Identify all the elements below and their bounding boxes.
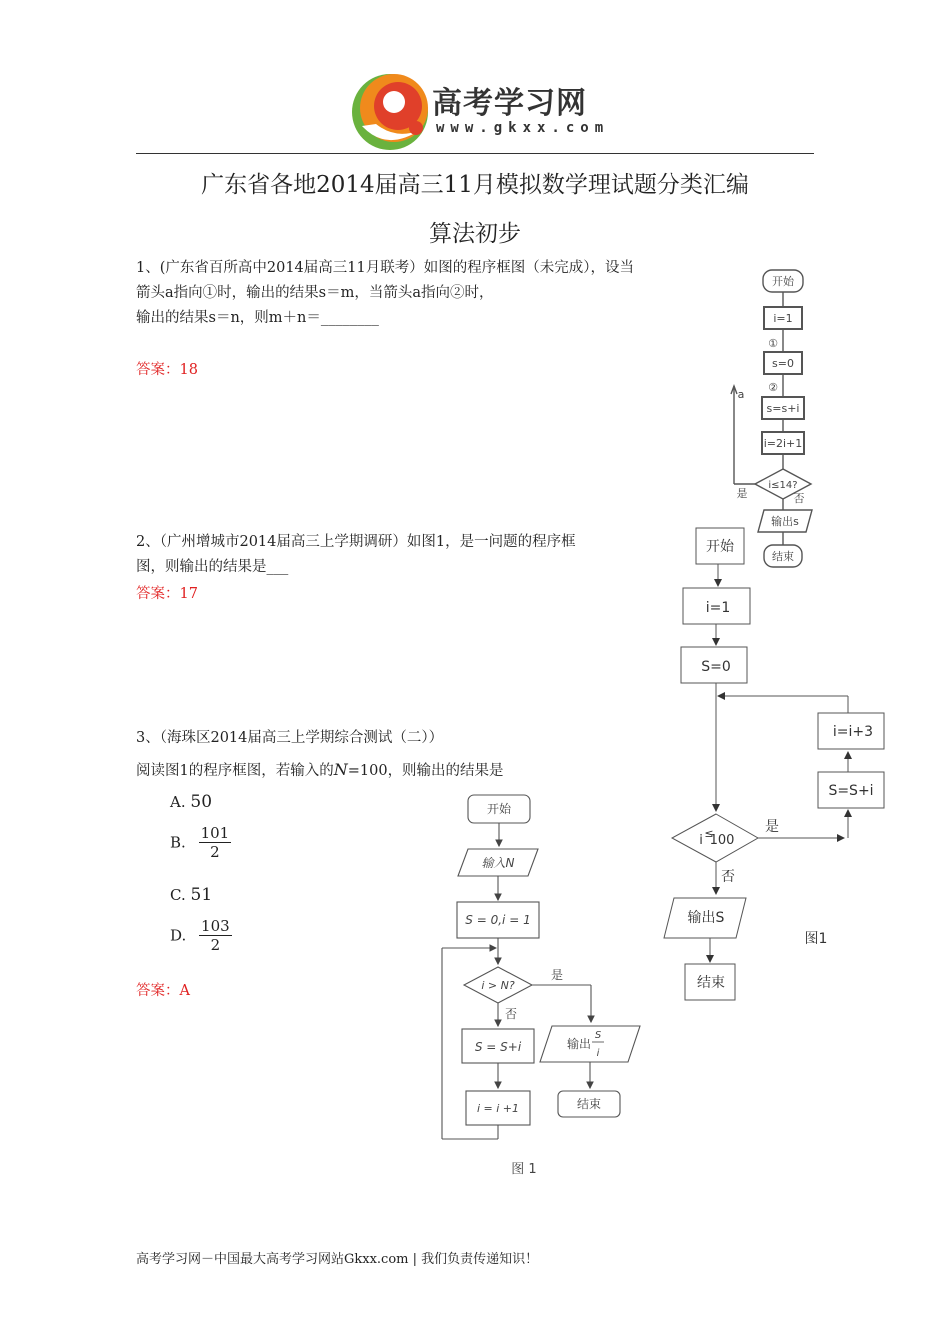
choice-d-denominator: 2 <box>210 936 221 954</box>
fc2-condition-value: 100 <box>709 833 735 848</box>
fc1-output-label: 输出s <box>771 515 799 528</box>
fc3-init-label: S = 0,i = 1 <box>465 913 531 927</box>
fc3-start-label: 开始 <box>486 802 512 816</box>
fc2-caption: 图1 <box>804 931 828 947</box>
choice-b[interactable] <box>170 824 231 861</box>
answer-1: 答案：18 <box>136 362 198 378</box>
choice-a-label: A. <box>170 793 186 811</box>
fc1-mark1: ① <box>768 337 778 350</box>
fc1-start-label: 开始 <box>772 275 794 288</box>
question-3-line2-post: ，则输出的结果是 <box>387 763 504 779</box>
question-3 <box>136 726 636 784</box>
fc2-end-label: 结束 <box>697 975 725 991</box>
fc1-s-init-label: s=0 <box>772 357 794 370</box>
logo-emblem-icon <box>346 66 436 156</box>
flowchart-2 <box>660 520 900 1010</box>
fc3-output-numerator: S <box>594 1030 602 1041</box>
fc1-s-update-label: s=s+i <box>766 402 800 415</box>
flowchart-3 <box>434 790 654 1180</box>
logo-url: www.gkxx.com <box>436 120 610 136</box>
question-3-line2 <box>136 757 636 784</box>
question-3-var-N: N <box>333 760 348 779</box>
choice-c[interactable] <box>170 885 212 905</box>
site-logo[interactable] <box>346 66 616 156</box>
choice-b-denominator: 2 <box>210 843 220 861</box>
choice-d[interactable] <box>170 917 232 954</box>
fc1-end-label: 结束 <box>772 550 794 563</box>
choice-d-fraction <box>199 917 232 954</box>
fc1-i-update-label: i=2i+1 <box>763 437 803 450</box>
question-1 <box>136 256 716 331</box>
fc1-a-label: a <box>737 388 745 401</box>
fc2-s-update-label: S=S+i <box>828 783 874 799</box>
fc3-s-update-label: S = S+i <box>474 1040 522 1054</box>
page-footer: 高考学习网－中国最大高考学习网站Gkxx.com | 我们负责传递知识！ <box>136 1252 539 1267</box>
fc3-yes-label: 是 <box>550 968 564 982</box>
choice-c-label: C. <box>170 886 186 904</box>
page-title: 广东省各地2014届高三11月模拟数学理试题分类汇编 <box>201 172 749 198</box>
fc3-condition-label: i > N? <box>481 979 515 992</box>
header-divider <box>136 153 814 154</box>
page-subtitle: 算法初步 <box>429 221 521 247</box>
fc3-end-label: 结束 <box>576 1097 602 1111</box>
question-1-line1: 1、(广东省百所高中2014届高三11月联考）如图的程序框图（未完成），设当 <box>136 260 634 276</box>
fc3-i-update-label: i = i +1 <box>476 1102 520 1115</box>
choice-c-value: 51 <box>190 885 213 905</box>
choice-d-label: D. <box>170 926 187 945</box>
choice-a-value: 50 <box>190 792 213 812</box>
fc2-no-label: 否 <box>721 869 735 885</box>
question-1-line2: 箭头a指向①时，输出的结果s＝m，当箭头a指向②时， <box>136 285 494 301</box>
answer-3: 答案：A <box>136 983 190 999</box>
fc2-yes-label: 是 <box>765 819 779 835</box>
fc3-output-label: 输出 <box>566 1037 592 1051</box>
fc2-s-init-label: S=0 <box>701 659 731 675</box>
choice-b-numerator: 101 <box>200 824 230 842</box>
fc1-yes-label: 是 <box>736 487 748 500</box>
question-2 <box>136 530 676 580</box>
fc2-output-label: 输出S <box>687 910 725 926</box>
fc2-start-label: 开始 <box>706 539 734 555</box>
fc2-condition-var: i <box>699 833 703 848</box>
question-3-line2-pre: 阅读图1的程序框图，若输入的 <box>136 763 334 779</box>
fc1-i-init-label: i=1 <box>773 312 793 325</box>
fc1-no-label: 否 <box>793 492 805 505</box>
question-2-line2: 图，则输出的结果是___ <box>136 559 289 575</box>
fc3-output-denominator: i <box>596 1048 600 1059</box>
fc3-input-label: 输入N <box>481 856 515 870</box>
question-3-eq: =100 <box>347 763 388 779</box>
choice-a[interactable] <box>170 792 212 812</box>
question-2-line1: 2、（广州增城市2014届高三上学期调研）如图1，是一问题的程序框 <box>136 534 576 550</box>
question-1-line3: 输出的结果s＝n，则m＋n＝________ <box>136 310 379 326</box>
logo-name: 高考学习网 <box>432 86 587 121</box>
fc2-condition-op: ≤ <box>704 827 714 840</box>
fc2-i-update-label: i=i+3 <box>832 724 874 740</box>
fc3-caption: 图 1 <box>511 1162 537 1177</box>
choice-b-fraction <box>199 824 232 861</box>
choice-d-numerator: 103 <box>201 917 230 935</box>
fc2-i-init-label: i=1 <box>705 600 731 616</box>
fc3-no-label: 否 <box>504 1007 518 1021</box>
question-3-line1: 3、（海珠区2014届高三上学期综合测试（二）） <box>136 730 444 746</box>
answer-2: 答案：17 <box>136 586 198 602</box>
fc1-mark2: ② <box>768 381 778 394</box>
choice-b-label: B. <box>170 833 186 852</box>
fc1-condition-label: i≤14? <box>768 480 798 491</box>
